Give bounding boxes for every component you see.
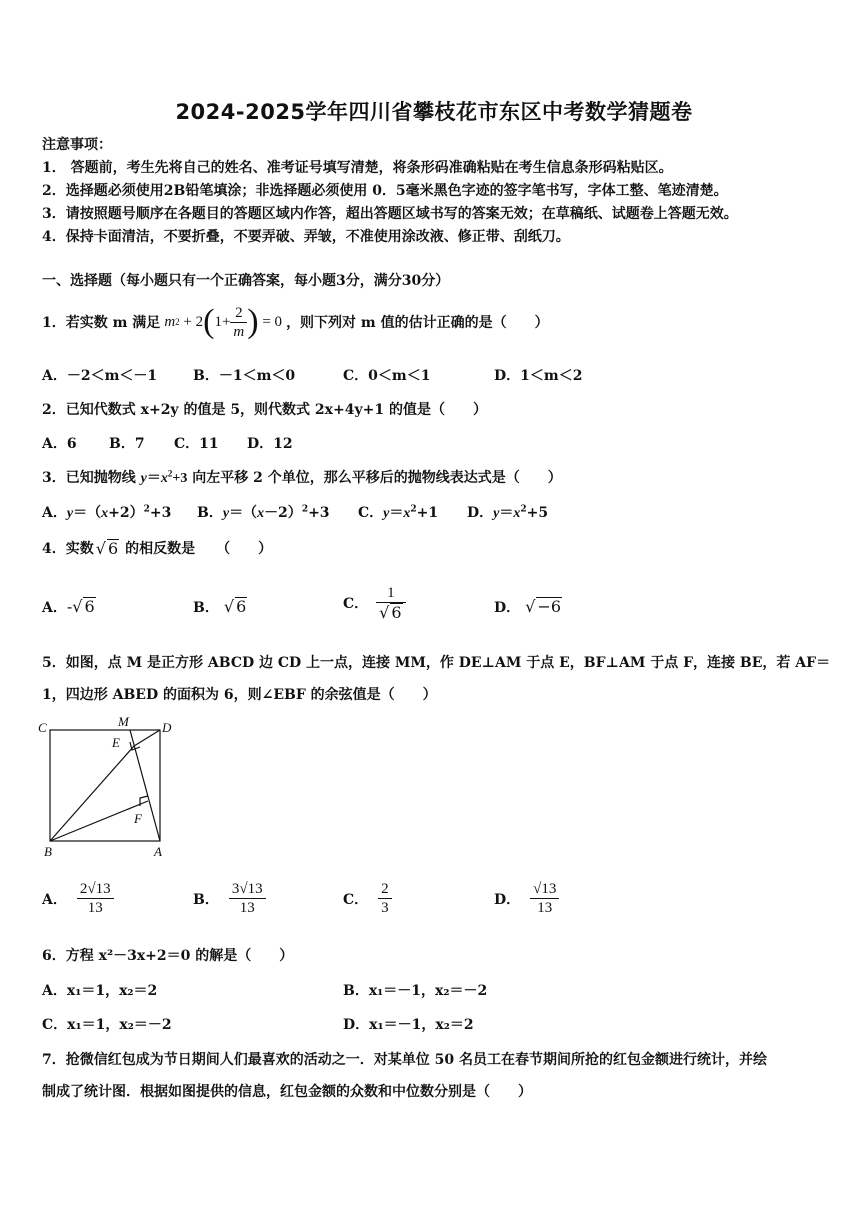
notice-heading: 注意事项： [42, 137, 112, 153]
q4-option-c: C． $\frac{1}{√ 6}$ [343, 584, 406, 622]
question-4 [42, 538, 272, 558]
q2-option-d: D．12 [247, 436, 293, 452]
question-3 [42, 467, 562, 487]
q3-parabola: $y=x^2+3$ [140, 468, 188, 486]
q4-option-d: D． √ −6 [494, 597, 562, 616]
q1-option-b: B．－1＜m＜0 [193, 368, 296, 384]
q6-option-a: A．x₁＝1，x₂＝2 [42, 983, 158, 999]
label-b: B [44, 844, 52, 859]
label-a: A [154, 844, 162, 859]
notice-item: 1． 答题前，考生先将自己的姓名、准考证号填写清楚，将条形码准确粘贴在考生信息条形码粘贴区。 [42, 160, 673, 176]
q3-stem-a: 3．已知抛物线 [42, 470, 136, 486]
label-d: D [162, 720, 172, 735]
q2-option-c: C．11 [174, 436, 219, 452]
q3-stem-b: 向左平移 2 个单位，那么平移后的抛物线表达式是（ ） [192, 470, 562, 486]
q1-prefix: 1．若实数 m 满足 [42, 315, 161, 331]
q6-option-c: C．x₁＝1，x₂＝－2 [42, 1017, 172, 1033]
q5-option-c: C． $\frac{2}{3}$ [343, 880, 392, 917]
notice-item: 4．保持卡面清洁，不要折叠，不要弄破、弄皱，不准使用涂改液、修正带、刮纸刀。 [42, 229, 570, 245]
notice-item: 3．请按照题号顺序在各题目的答题区域内作答，超出答题区域书写的答案无效；在草稿纸、试题卷上答题无效。 [42, 206, 738, 222]
question-5-line2: 1，四边形 ABED 的面积为 6，则∠EBF 的余弦值是（ ） [42, 687, 437, 703]
q3-option-b: B．$y=(x-2)^2+3$ [197, 504, 330, 521]
page-title: 2024-2025学年四川省攀枝花市东区中考数学猜题卷 [175, 100, 693, 124]
q3-option-d: D．$y=x^2+5$ [467, 504, 549, 521]
label-m: M [118, 714, 129, 729]
q1-option-c: C．0＜m＜1 [343, 368, 431, 384]
q1-option-a: A．－2＜m＜－1 [42, 368, 158, 384]
square-figure [36, 712, 176, 860]
q1-equation: m 2 + 2 ( 1+ $\frac{2}{m}$ ) = 0 [164, 303, 283, 340]
q3-option-a: A．$y=(x+2)^2+3$ [42, 504, 172, 521]
q4-option-b: B． √ 6 [193, 597, 247, 616]
q1-suffix: ，则下列对 m 值的估计正确的是（ ） [286, 315, 549, 331]
notice-item: 2．选择题必须使用2B铅笔填涂；非选择题必须使用 0．5毫米黑色字迹的签字笔书写，字体工整、笔迹清楚。 [42, 183, 728, 199]
q4-prefix: 4．实数 [42, 541, 94, 557]
q2-option-b: B．7 [109, 436, 145, 452]
q5-option-a: A． $\frac{2√13}{13}$ [42, 880, 114, 917]
q6-option-b: B．x₁＝－1，x₂＝－2 [343, 983, 488, 999]
question-7-line1: 7．抢微信红包成为节日期间人们最喜欢的活动之一．对某单位 50 名员工在春节期间所抢的红包金额进行统计，并绘 [42, 1052, 767, 1068]
q6-option-d: D．x₁＝－1，x₂＝2 [343, 1017, 474, 1033]
section-heading: 一、选择题（每小题只有一个正确答案，每小题3分，满分30分） [42, 273, 450, 289]
q2-option-a: A．6 [42, 436, 77, 452]
label-f: F [134, 811, 142, 826]
q4-option-a: A．-√ 6 [42, 597, 95, 616]
q5-option-d: D． $\frac{√13}{13}$ [494, 880, 559, 917]
q4-suffix: 的相反数是 （ ） [125, 541, 273, 557]
q5-option-b: B． $\frac{3√13}{13}$ [193, 880, 266, 917]
label-c: C [38, 720, 47, 735]
q3-option-c: C．$y=x^2+1$ [358, 504, 439, 521]
label-e: E [112, 735, 120, 750]
question-5-line1: 5．如图，点 M 是正方形 ABCD 边 CD 上一点，连接 MM，作 DE⊥AM 于点 E，BF⊥AM 于点 F，连接 BE，若 AF＝ [42, 655, 831, 671]
sqrt6: √ 6 [95, 538, 119, 558]
question-1 [42, 300, 549, 344]
q1-option-d: D．1＜m＜2 [494, 368, 583, 384]
question-2: 2．已知代数式 x+2y 的值是 5，则代数式 2x+4y+1 的值是（ ） [42, 402, 487, 418]
question-7-line2: 制成了统计图．根据如图提供的信息，红包金额的众数和中位数分别是（ ） [42, 1084, 532, 1100]
question-6: 6．方程 x²－3x+2＝0 的解是（ ） [42, 948, 294, 964]
